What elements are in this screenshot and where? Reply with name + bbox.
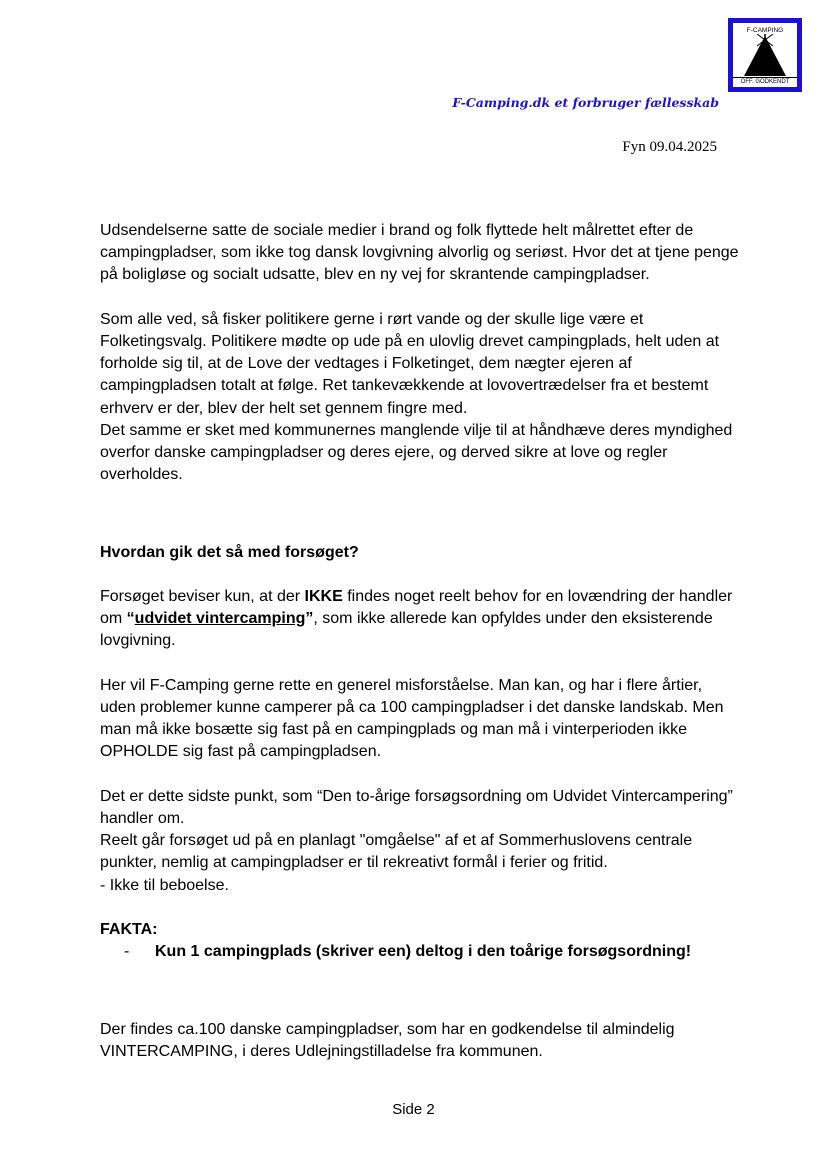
f-camping-logo <box>728 18 802 92</box>
fakta-item-text: Kun 1 campingplads (skriver een) deltog i den toårige forsøgsordning! <box>155 943 692 961</box>
paragraph-2b: Det samme er sket med kommunernes manglende vilje til at håndhæve deres myndighed overfor danske campingpladser og deres ejere, og derved sikre at love og regler overholdes. <box>100 421 733 484</box>
list-dash: - <box>124 943 130 961</box>
document-body <box>100 220 740 1063</box>
paragraph-5c: - Ikke til beboelse. <box>100 876 229 894</box>
paragraph-6: Der findes ca.100 danske campingpladser, som har en godkendelse til almindelig VINTERCAMPING, i deres Udlejningstilladelse fra kommunen. <box>100 1020 675 1060</box>
page-number: Side 2 <box>392 1101 435 1118</box>
p3-text-c: findes noget reelt behov for en lovændring der handler om <box>100 588 733 628</box>
tagline: F-Camping.dk et forbruger fællesskab <box>452 95 719 110</box>
p3-quote-close: ” <box>305 610 314 628</box>
paragraph-1: Udsendelserne satte de sociale medier i brand og folk flyttede helt målrettet efter de campingpladser, som ikke tog dansk lovgivning alvorlig og seriøst. Hvor det at tjene penge på boligløse og socialt udsatte, blev en ny vej for skrantende campingpladser. <box>100 222 739 284</box>
p3-text-e: , som ikke allerede kan opfyldes under den eksisterende lovgivning. <box>100 610 713 650</box>
logo-top-text: F-CAMPING <box>746 27 784 34</box>
paragraph-5b: Reelt går forsøget ud på en planlagt "omgåelse" af et af Sommerhuslovens centrale punkter, nemlig at campingpladser er til rekreativt formål i ferier og fritid. <box>100 832 693 872</box>
p3-underlined-term: udvidet vintercamping <box>134 610 306 628</box>
fakta-list-item <box>100 941 740 963</box>
paragraph-3 <box>100 586 740 653</box>
fakta-label: FAKTA: <box>100 921 158 938</box>
paragraph-5a: Det er dette sidste punkt, som “Den to-årige forsøgsordning om Udvidet Vintercampering” handler om. <box>100 787 733 827</box>
p3-quote-open: “ <box>126 610 135 628</box>
tent-icon <box>741 34 789 78</box>
p3-emphasis-ikke: IKKE <box>304 588 343 605</box>
section-heading: Hvordan gik det så med forsøget? <box>100 543 359 561</box>
date-line: Fyn 09.04.2025 <box>622 139 717 155</box>
p3-text-a: Forsøget beviser kun, at der <box>100 588 305 605</box>
paragraph-2a: Som alle ved, så fisker politikere gerne i rørt vande og der skulle lige være et Folketingsvalg. Politikere mødte op ude på en ulovlig drevet campingplads, helt uden at forholde sig til, at de Love der vedtages i Folketinget, dem nægter ejeren af campingpladsen totalt at følge. Ret tankevækkende at lovovertrædelser fra et bestemt erhverv er der, blev der helt set gennem fingre med. <box>100 310 720 417</box>
logo-bottom-text: OFF. GODKENDT <box>733 77 797 86</box>
paragraph-4: Her vil F-Camping gerne rette en generel misforståelse. Man kan, og har i flere årtier, uden problemer kunne camperer på ca 100 campingpladser i det danske landskab. Men man må ikke bosætte sig fast på en campingplads og man må i vinterperioden ikke OPHOLDE sig fast på campingpladsen. <box>100 676 724 761</box>
